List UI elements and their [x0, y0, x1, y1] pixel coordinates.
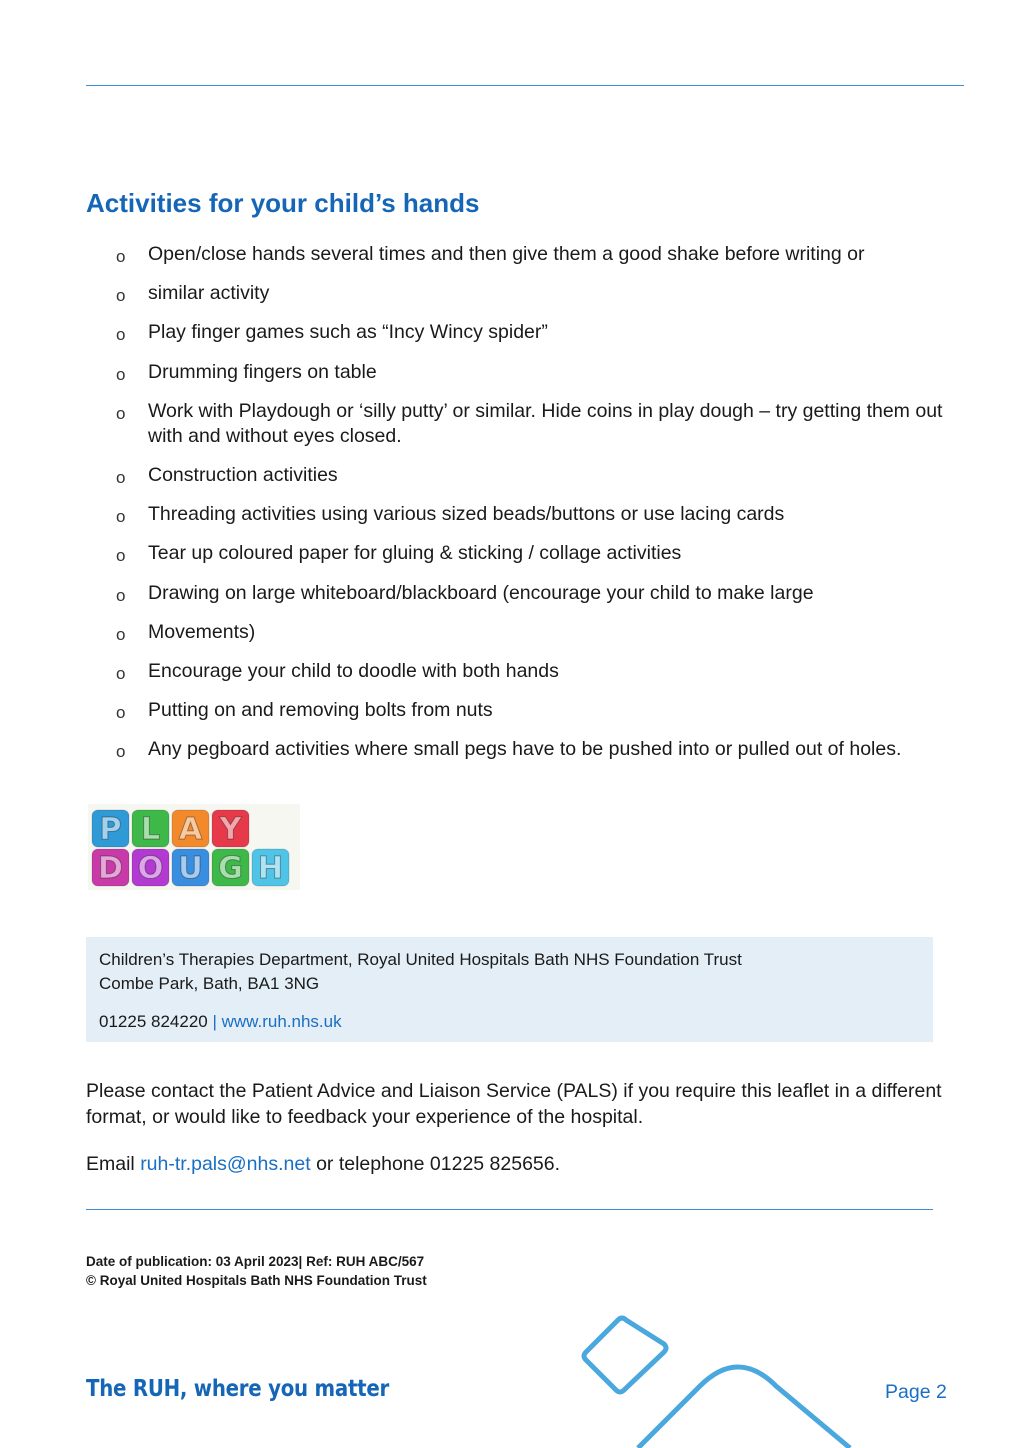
list-item: o Work with Playdough or ‘silly putty’ or similar. Hide coins in play dough – try getting them out with and without eyes closed.	[116, 399, 943, 447]
slogan: The RUH, where you matter	[86, 1376, 390, 1402]
section-heading: Activities for your child’s hands	[86, 188, 480, 218]
list-item: o similar activity	[116, 281, 966, 306]
bullet-icon: o	[116, 663, 126, 683]
list-item: o Encourage your child to doodle with both hands	[116, 659, 966, 684]
logo-letter: D	[97, 850, 124, 886]
playdough-logo	[88, 804, 300, 890]
bullet-icon: o	[116, 703, 126, 723]
list-item: o Play finger games such as “Incy Wincy spider”	[116, 320, 966, 345]
bullet-icon: o	[116, 325, 126, 345]
list-item: o Movements)	[116, 620, 966, 645]
logo-letter: H	[257, 850, 284, 886]
department-phone: 01225 824220	[99, 1012, 208, 1031]
publication-date-ref: Date of publication: 03 April 2023| Ref: RUH ABC/567	[86, 1254, 425, 1269]
list-item: o Threading activities using various sized beads/buttons or use lacing cards	[116, 502, 966, 527]
pals-email-link[interactable]: ruh-tr.pals@nhs.net	[140, 1153, 311, 1175]
bottom-divider	[86, 1209, 933, 1210]
bullet-icon: o	[116, 585, 126, 605]
diamond-shape	[584, 1318, 666, 1392]
bullet-icon: o	[116, 467, 126, 487]
separator: |	[207, 1012, 222, 1031]
logo-letter-tile	[212, 849, 249, 886]
logo-letter: U	[178, 850, 203, 886]
department-contact-line	[99, 1010, 920, 1034]
logo-letter-tile	[92, 849, 129, 886]
list-item: o Construction activities	[116, 463, 966, 488]
department-address: Combe Park, Bath, BA1 3NG	[99, 973, 320, 993]
bullet-icon: o	[116, 546, 126, 566]
bullet-icon: o	[116, 247, 126, 266]
logo-letter-tile	[172, 810, 209, 847]
logo-letter: Y	[219, 811, 242, 847]
email-line: Email ruh-tr.pals@nhs.net or telephone 01225 825656.	[86, 1153, 561, 1175]
logo-letter-tile	[212, 810, 249, 847]
logo-letter: O	[137, 850, 164, 886]
logo-letter-tile	[132, 810, 169, 847]
page-number: Page 2	[885, 1381, 947, 1403]
copyright: © Royal United Hospitals Bath NHS Foundation Trust	[86, 1273, 427, 1288]
playdough-logo-graphic	[88, 804, 300, 890]
list-item: o Drawing on large whiteboard/blackboard (encourage your child to make large	[116, 581, 966, 606]
chevron-shape	[638, 1367, 850, 1448]
department-contact-box	[86, 937, 933, 1042]
logo-letter: A	[178, 811, 203, 847]
department-name: Children’s Therapies Department, Royal United Hospitals Bath NHS Foundation Trust	[99, 950, 742, 969]
bullet-icon: o	[116, 507, 126, 527]
top-divider	[86, 85, 964, 86]
logo-letter-tile	[172, 849, 209, 886]
logo-letter: L	[140, 811, 161, 847]
bullet-icon: o	[116, 742, 126, 762]
list-item: o Putting on and removing bolts from nuts	[116, 698, 966, 723]
list-item: o Open/close hands several times and then give them a good shake before writing or	[116, 242, 966, 267]
pals-paragraph: Please contact the Patient Advice and Liaison Service (PALS) if you require this leaflet in a different format, or would like to feedback your experience of the hospital.	[86, 1080, 942, 1128]
logo-letter: G	[218, 850, 243, 886]
list-item: o Tear up coloured paper for gluing & sticking / collage activities	[116, 541, 966, 566]
bullet-icon: o	[116, 364, 126, 384]
list-item: o Any pegboard activities where small pegs have to be pushed into or pulled out of holes.	[116, 737, 966, 762]
bullet-icon: o	[116, 624, 126, 644]
logo-letter-tile	[92, 810, 129, 847]
bullet-icon: o	[116, 286, 126, 306]
publication-info	[86, 1252, 427, 1290]
logo-letter-tile	[252, 849, 289, 886]
website-link[interactable]: www.ruh.nhs.uk	[221, 1012, 342, 1031]
bullet-icon: o	[116, 403, 126, 423]
decorative-shapes	[560, 1300, 880, 1448]
list-item: o Drumming fingers on table	[116, 360, 966, 385]
activities-list	[116, 242, 966, 776]
logo-letter-tile	[132, 849, 169, 886]
logo-letter: P	[99, 811, 122, 847]
